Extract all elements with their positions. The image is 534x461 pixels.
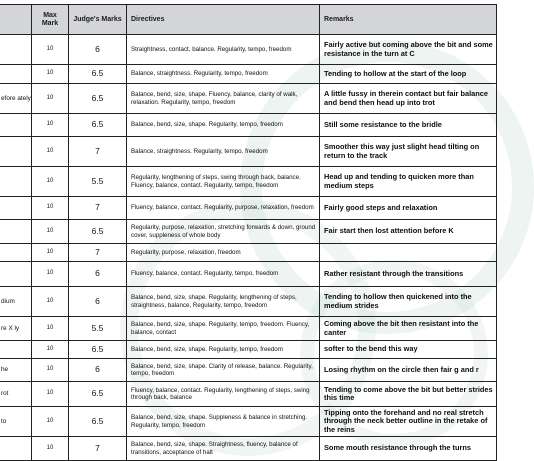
max-mark-cell: 10 (32, 84, 69, 114)
directives-cell: Fluency, balance, contact. Regularity, tempo, freedom (127, 262, 320, 287)
remarks-cell: Tending to hollow then quickened into the medium strides (320, 287, 497, 317)
remarks-cell: Fairly good steps and relaxation (320, 197, 497, 220)
judges-mark-cell: 7 (69, 244, 127, 262)
table-row (0, 382, 497, 407)
directives-cell: Fluency, balance, contact. Regularity, purpose, relaxation, freedom (127, 197, 320, 220)
remarks-cell: Some mouth resistance through the turns (320, 437, 497, 461)
movement-cell (0, 244, 32, 262)
table-row (0, 137, 497, 167)
table-row (0, 35, 497, 65)
remarks-cell (320, 244, 497, 262)
judges-mark-cell: 6.5 (69, 382, 127, 407)
max-mark-cell: 10 (32, 220, 69, 244)
judges-mark-cell: 6.5 (69, 407, 127, 437)
table-row (0, 244, 497, 262)
table-row (0, 407, 497, 437)
movement-cell (0, 197, 32, 220)
movement-cell: re X ly (0, 317, 32, 341)
judges-marks-header: Judge's Marks (69, 5, 127, 35)
remarks-cell: Tending to come above the bit but better strides this time (320, 382, 497, 407)
judges-mark-cell: 6.5 (69, 84, 127, 114)
table-row (0, 437, 497, 461)
max-mark-cell: 10 (32, 244, 69, 262)
table-row (0, 114, 497, 137)
max-mark-cell: 10 (32, 262, 69, 287)
remarks-cell: Losing rhythm on the circle then fair g and r (320, 359, 497, 382)
directives-cell: Regularity, lengthening of steps, swing through back, balance. Fluency, balance, contact. Regularity, tempo, freedom (127, 167, 320, 197)
table-row (0, 167, 497, 197)
judges-mark-cell: 5.5 (69, 317, 127, 341)
max-mark-cell: 10 (32, 382, 69, 407)
table-row (0, 359, 497, 382)
directives-cell: Balance, bend, size, shape. Straightness, fluency, balance of transitions, acceptance of halt (127, 437, 320, 461)
movement-cell (0, 167, 32, 197)
movement-cell (0, 35, 32, 65)
movement-cell (0, 114, 32, 137)
table-row (0, 287, 497, 317)
table-row (0, 317, 497, 341)
table-row (0, 341, 497, 359)
remarks-cell: Fairly active but coming above the bit and some resistance in the turn at C (320, 35, 497, 65)
max-mark-cell: 10 (32, 287, 69, 317)
directives-cell: Balance, bend, size, shape. Clarity of release, balance. Regularity, tempo, freedom (127, 359, 320, 382)
max-mark-cell: 10 (32, 167, 69, 197)
directives-cell: Regularity, purpose, relaxation, freedom (127, 244, 320, 262)
movement-cell: dium (0, 287, 32, 317)
table-row (0, 220, 497, 244)
directives-cell: Regularity, purpose, relaxation, stretching forwards & down, ground cover, suppleness of whole body (127, 220, 320, 244)
max-mark-cell: 10 (32, 65, 69, 84)
movement-cell (0, 437, 32, 461)
max-mark-cell: 10 (32, 35, 69, 65)
movement-header (0, 5, 32, 35)
judges-mark-cell: 6.5 (69, 65, 127, 84)
directives-cell: Balance, straightness. Regularity, tempo, freedom (127, 137, 320, 167)
max-mark-cell: 10 (32, 437, 69, 461)
judges-mark-cell: 6 (69, 262, 127, 287)
movement-cell (0, 220, 32, 244)
remarks-cell: Tipping onto the forehand and no real stretch through the neck better outline in the retake of the reins (320, 407, 497, 437)
max-mark-cell: 10 (32, 317, 69, 341)
remarks-cell: Fair start then lost attention before K (320, 220, 497, 244)
table-row (0, 262, 497, 287)
directives-cell: Balance, bend, size, shape. Regularity, lengthening of steps, straightness, balance, Regularity, tempo, freedom (127, 287, 320, 317)
movement-cell: he (0, 359, 32, 382)
remarks-cell: Head up and tending to quicken more than medium steps (320, 167, 497, 197)
movement-cell (0, 65, 32, 84)
judges-mark-cell: 7 (69, 137, 127, 167)
directives-cell: Balance, bend, size, shape. Regularity, tempo, freedom. Fluency, balance, contact (127, 317, 320, 341)
movement-cell (0, 341, 32, 359)
max-mark-cell: 10 (32, 197, 69, 220)
remarks-cell: Tending to hollow at the start of the loop (320, 65, 497, 84)
movement-cell: rot (0, 382, 32, 407)
table-row (0, 197, 497, 220)
directives-cell: Balance, straightness. Regularity, tempo, freedom (127, 65, 320, 84)
remarks-cell: A little fussy in therein contact but fair balance and bend then head up into trot (320, 84, 497, 114)
judges-mark-cell: 6 (69, 35, 127, 65)
directives-cell: Balance, bend, size, shape. Regularity, tempo, freedom (127, 341, 320, 359)
max-mark-cell: 10 (32, 359, 69, 382)
directives-cell: Balance, bend, size, shape. Suppleness & balance in stretching. Regularity, tempo, freedom (127, 407, 320, 437)
remarks-header: Remarks (320, 5, 497, 35)
header-row (0, 5, 497, 35)
directives-cell: Balance, bend, size, shape. Fluency, balance, clarity of walk, relaxation. Regularity, tempo, freedom (127, 84, 320, 114)
judges-mark-cell: 6.5 (69, 341, 127, 359)
max-mark-cell: 10 (32, 407, 69, 437)
directives-cell: Balance, bend, size, shape. Regularity, tempo, freedom (127, 114, 320, 137)
movement-cell (0, 137, 32, 167)
directives-cell: Fluency, balance, contact. Regularity, lengthening of steps, swing through back, balance (127, 382, 320, 407)
remarks-cell: Rather resistant through the transitions (320, 262, 497, 287)
remarks-cell: softer to the bend this way (320, 341, 497, 359)
max-mark-cell: 10 (32, 137, 69, 167)
judges-mark-cell: 6 (69, 287, 127, 317)
directives-cell: Straightness, contact, balance. Regularity, tempo, freedom (127, 35, 320, 65)
judges-mark-cell: 6 (69, 359, 127, 382)
judges-mark-cell: 7 (69, 197, 127, 220)
remarks-cell: Smoother this way just slight head tilting on return to the track (320, 137, 497, 167)
max-mark-cell: 10 (32, 341, 69, 359)
remarks-cell: Still some resistance to the bridle (320, 114, 497, 137)
movement-cell: efore ately (0, 84, 32, 114)
max-mark-cell: 10 (32, 114, 69, 137)
table-row (0, 65, 497, 84)
max-mark-header: Max Mark (32, 5, 69, 35)
judges-mark-cell: 5.5 (69, 167, 127, 197)
judges-mark-cell: 6.5 (69, 114, 127, 137)
movement-cell: to (0, 407, 32, 437)
movement-cell (0, 262, 32, 287)
judges-mark-cell: 6.5 (69, 220, 127, 244)
judges-mark-cell: 7 (69, 437, 127, 461)
dressage-score-table (0, 4, 497, 461)
directives-header: Directives (127, 5, 320, 35)
remarks-cell: Coming above the bit then resistant into the canter (320, 317, 497, 341)
table-row (0, 84, 497, 114)
